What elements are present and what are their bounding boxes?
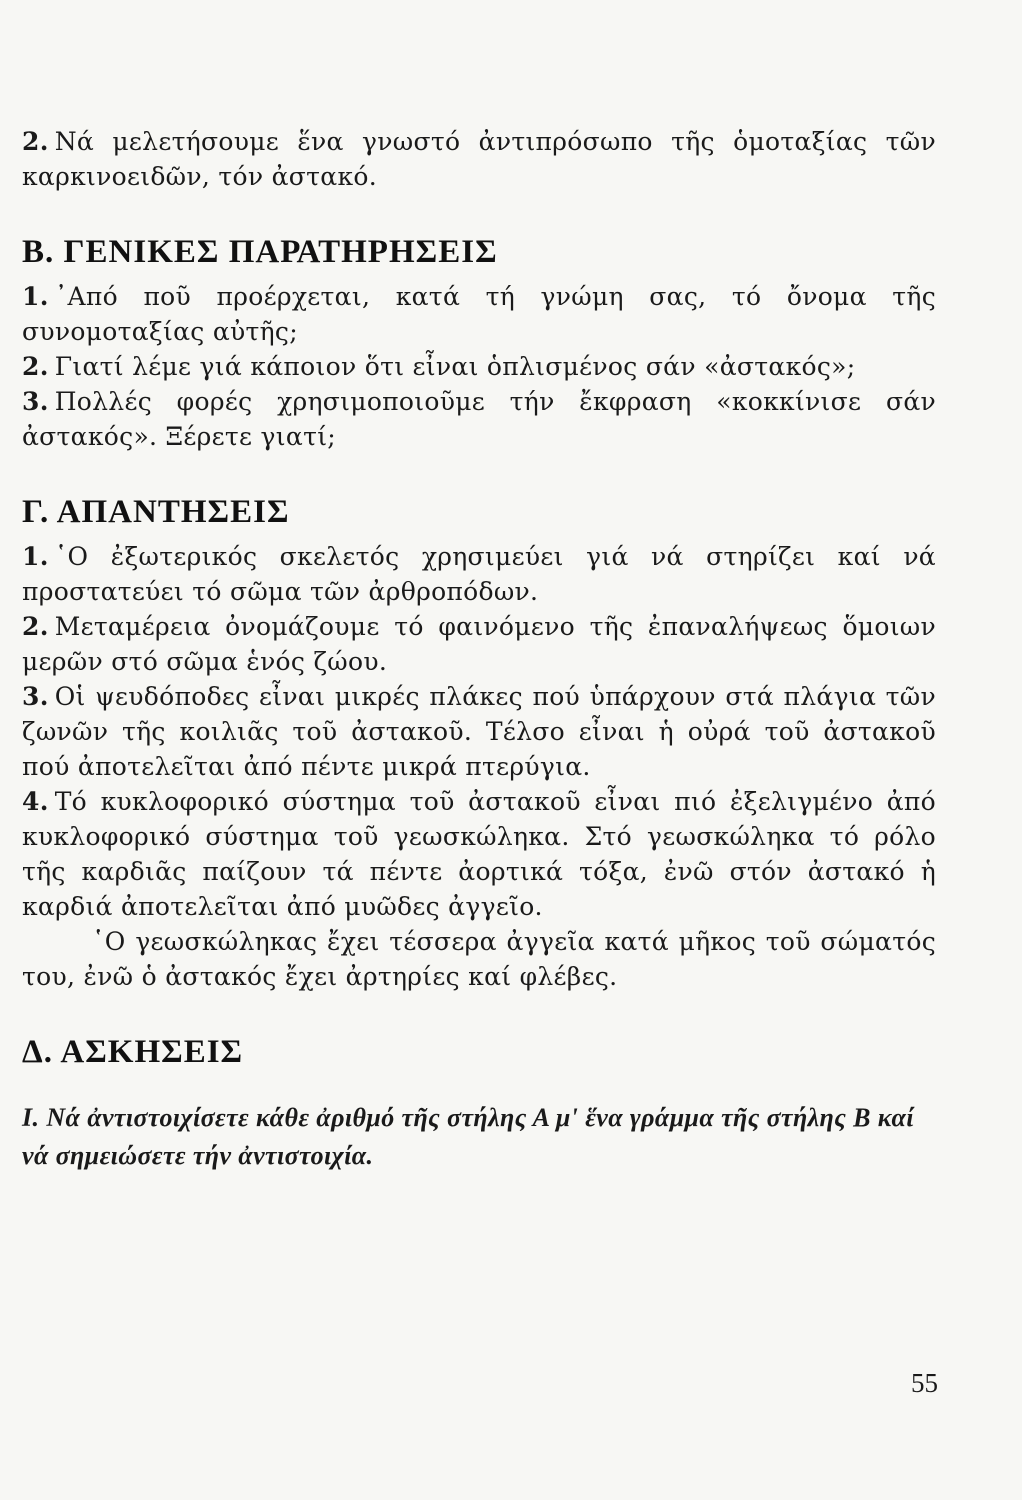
section-c-item-4-text: Τό κυκλοφορικό σύστημα τοῦ ἀστακοῦ εἶναι πιό ἐξελιγμένο ἀπό κυκλοφορικό σύστημα τοῦ γεωσκώληκα. Στό γεωσκώληκα τό ρόλο τῆς καρδιᾶς παίζουν τά πέντε ἀορτικά τόξα, ἐνῶ στόν ἀστακό ἡ καρδιά ἀποτελεῖται ἀπό μυῶδες ἀγγεῖο. [22, 787, 936, 921]
section-b-item-1-number: 1. [22, 282, 49, 311]
section-c-item-3-text: Οἱ ψευδόποδες εἶναι μικρές πλάκες πού ὑπάρχουν στά πλάγια τῶν ζωνῶν τῆς κοιλιᾶς τοῦ ἀστακοῦ. Τέλσο εἶναι ἡ οὐρά τοῦ ἀστακοῦ πού ἀποτελεῖται ἀπό πέντε μικρά πτερύγια. [22, 682, 936, 781]
page-content [22, 124, 936, 1175]
section-b-item-1-text: ᾿Από ποῦ προέρχεται, κατά τή γνώμη σας, τό ὄνομα τῆς συνομοταξίας αὐτῆς; [22, 282, 936, 346]
section-b-item-2-text: Γιατί λέμε γιά κάποιον ὅτι εἶναι ὁπλισμένος σάν «ἀστακός»; [54, 352, 856, 381]
section-c-heading: Γ. ΑΠΑΝΤΗΣΕΙΣ [22, 494, 290, 530]
section-c-item-2-number: 2. [22, 612, 49, 641]
section-b-item-2 [22, 349, 936, 384]
exercise-1-text: Νά ἀντιστοιχίσετε κάθε ἀριθμό τῆς στήλης Α μ' ἕνα γράμμα τῆς στήλης Β καί νά σημειώσετε τήν ἀντιστοιχία. [22, 1103, 914, 1170]
section-b-item-3-text: Πολλές φορές χρησιμοποιοῦμε τήν ἔκφραση «κοκκίνισε σάν ἀστακός». Ξέρετε γιατί; [22, 387, 936, 451]
section-d-heading: Δ. ΑΣΚΗΣΕΙΣ [22, 1034, 244, 1070]
section-c-item-2 [22, 609, 936, 679]
section-c-item-1-number: 1. [22, 542, 49, 571]
section-c-item-4 [22, 784, 936, 924]
section-b-item-2-number: 2. [22, 352, 49, 381]
exercise-1 [22, 1099, 936, 1175]
section-c-item-3 [22, 679, 936, 784]
section-b-heading: Β. ΓΕΝΙΚΕΣ ΠΑΡΑΤΗΡΗΣΕΙΣ [22, 234, 498, 270]
section-b-item-1 [22, 279, 936, 349]
page-number: 55 [911, 1368, 938, 1398]
intro-item-2-number: 2. [22, 127, 49, 156]
section-c-item-1 [22, 539, 936, 609]
intro-item-2-text: Νά μελετήσουμε ἕνα γνωστό ἀντιπρόσωπο τῆς ὁμοταξίας τῶν καρκινοειδῶν, τόν ἀστακό. [22, 127, 936, 191]
section-c-item-1-text: ῾Ο ἐξωτερικός σκελετός χρησιμεύει γιά νά στηρίζει καί νά προστατεύει τό σῶμα τῶν ἀρθροπόδων. [22, 542, 936, 606]
section-c-continuation: ῾Ο γεωσκώληκας ἔχει τέσσερα ἀγγεῖα κατά μῆκος τοῦ σώματός του, ἐνῶ ὁ ἀστακός ἔχει ἀρτηρίες καί φλέβες. [22, 927, 936, 991]
section-b-item-3 [22, 384, 936, 454]
section-c-item-3-number: 3. [22, 682, 49, 711]
section-c-item-4-number: 4. [22, 787, 49, 816]
section-b-item-3-number: 3. [22, 387, 49, 416]
intro-item-2 [22, 124, 936, 194]
section-c-item-2-text: Μεταμέρεια ὀνομάζουμε τό φαινόμενο τῆς ἐπαναλήψεως ὅμοιων μερῶν στό σῶμα ἑνός ζώου. [22, 612, 936, 676]
exercise-1-number: Ι. [22, 1103, 40, 1132]
